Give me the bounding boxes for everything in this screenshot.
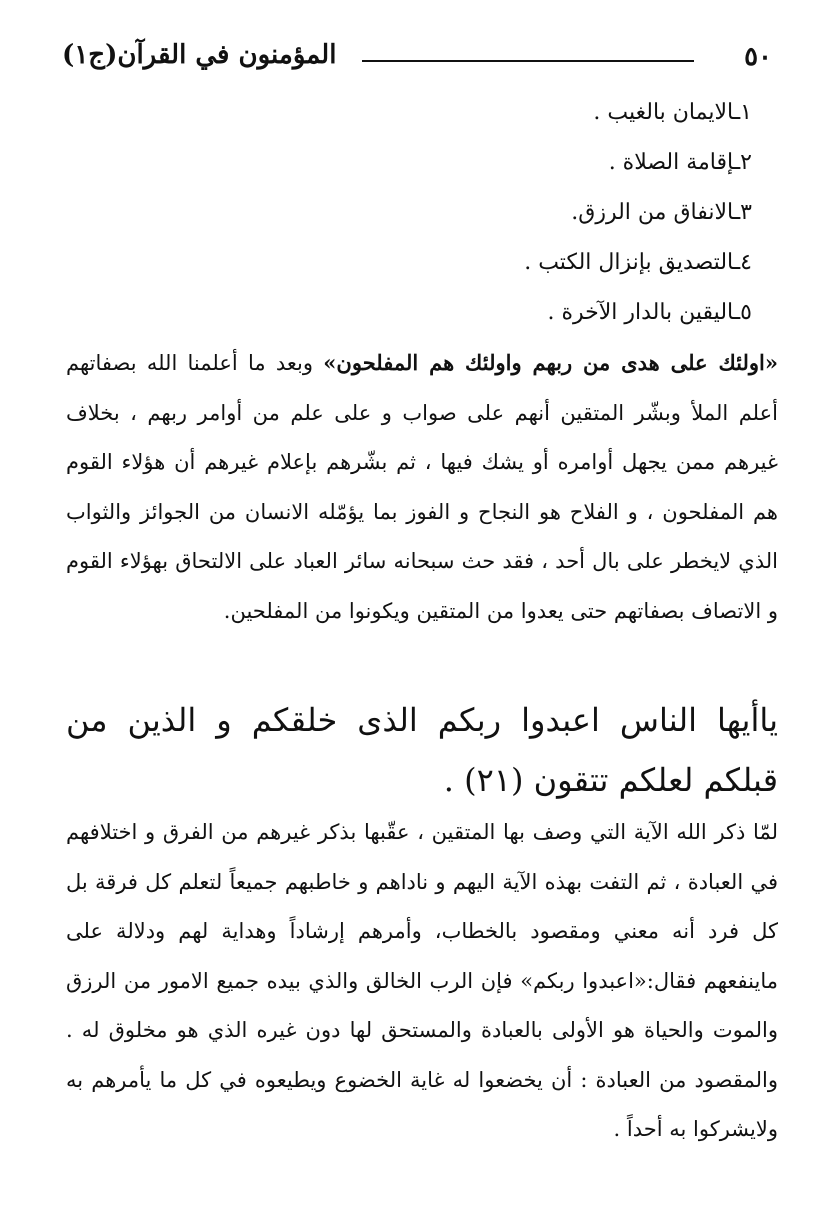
- list-item: ١ـالايمان بالغيب .: [593, 100, 752, 125]
- running-title: المؤمنون في القرآن(ج١): [62, 40, 337, 70]
- list-item: ٤ـالتصديق بإنزال الكتب .: [524, 250, 752, 275]
- paragraph-commentary-1: [66, 338, 778, 636]
- list-item: ٥ـاليقين بالدار الآخرة .: [547, 300, 752, 325]
- page-header: [62, 34, 772, 84]
- page-number: ٥٠: [744, 42, 772, 72]
- qualities-list: [112, 88, 752, 338]
- paragraph-text: وبعد ما أعلمنا الله بصفاتهم أعلم الملأ وبشّر المتقين أنهم على صواب و على علم من أوامر ربهم ، بخلاف غيرهم ممن يجهل أوامره أو يشك فيها ، ثم بشّرهم بإعلام غيرهم أن هؤلاء القوم هم المفلحون ، و الفلاح هو النجاح و الفوز بما يؤمّله الانسان من الجوائز والثواب الذي لايخطر على بال أحد ، فقد حث سبحانه سائر العباد على الالتحاق بهؤلاء القوم و الاتصاف بصفاتهم حتى يعدوا من المتقين ويكونوا من المفلحين.: [66, 351, 778, 623]
- verse-heading: ياأيها الناس اعبدوا ربكم الذى خلقكم و الذين من قبلكم لعلكم تتقون (٢١) .: [66, 701, 778, 799]
- header-rule: [362, 60, 694, 62]
- list-item: ٣ـالانفاق من الرزق.: [571, 200, 752, 225]
- paragraph-commentary-2: لمّا ذكر الله الآية التي وصف بها المتقين ، عقّبها بذكر غيرهم من الفرق و اختلافهم في العبادة ، ثم التفت بهذه الآية اليهم و ناداهم و خاطبهم جميعاً لتعلم كل فرقة بل كل فرد أنه معني ومقصود بالخطاب، وأمرهم إرشاداً وهداية لهم ودلالة على ماينفعهم فقال:«اعبدوا ربكم» فإن الرب الخالق والذي بيده جميع الامور من الرزق والموت والحياة هو الأولى بالعبادة والمستحق لها دون غيره الذي هو مخلوق له . والمقصود من العبادة : أن يخضعوا له غاية الخضوع ويطيعوه في كل ما يأمرهم به ولايشركوا به أحداً .: [66, 820, 778, 1141]
- list-item: ٢ـإقامة الصلاة .: [608, 150, 752, 175]
- quoted-verse: «اولئك على هدى من ربهم واولئك هم المفلحون»: [323, 350, 778, 375]
